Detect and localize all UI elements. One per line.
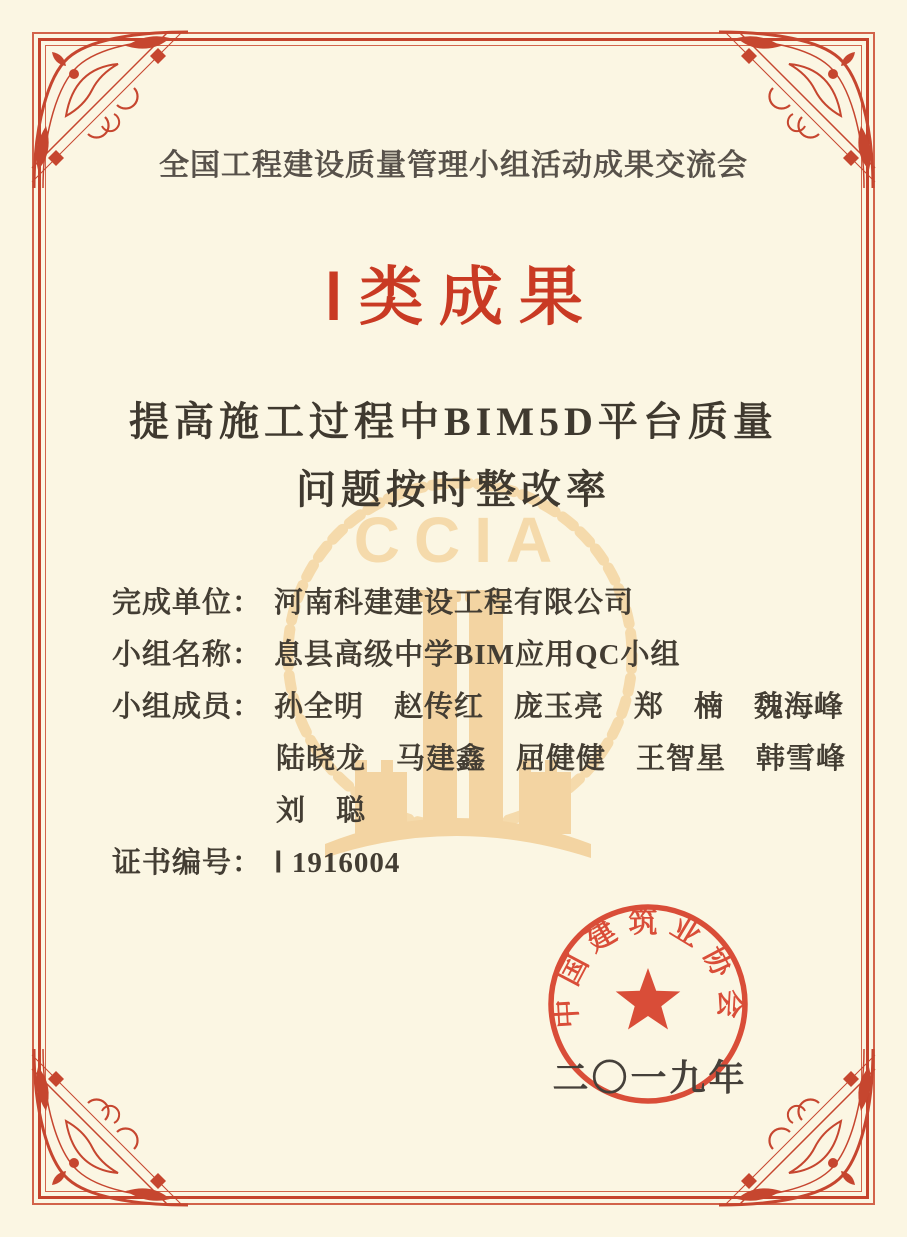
field-completing-unit — [112, 586, 847, 638]
members-row: 孙全明 赵传红 庞玉亮 郑 楠 魏海峰 — [274, 691, 845, 723]
field-value: Ⅰ 1916004 — [274, 847, 401, 879]
conference-title: 全国工程建设质量管理小组活动成果交流会 — [159, 149, 748, 182]
field-certificate-number — [112, 846, 847, 898]
field-label: 小组名称： — [112, 639, 263, 671]
watermark-text: CCIA — [353, 504, 567, 576]
issue-year: 二〇一九年 — [552, 1058, 748, 1098]
certificate-fields — [112, 586, 847, 898]
members-row: 刘 聪 — [276, 795, 367, 827]
field-team-members-continued — [112, 794, 847, 846]
field-team-name — [112, 638, 847, 690]
field-value: 息县高级中学BIM应用QC小组 — [274, 639, 681, 671]
field-team-members-continued — [112, 742, 847, 794]
field-label: 小组成员： — [112, 691, 263, 723]
project-title-line2: 问题按时整改率 — [296, 467, 611, 512]
field-team-members — [112, 690, 847, 742]
field-label: 完成单位： — [112, 587, 263, 619]
field-value: 河南科建建设工程有限公司 — [274, 587, 635, 619]
project-title-line1: 提高施工过程中BIM5D平台质量 — [129, 399, 778, 444]
award-class-title: Ⅰ类成果 — [324, 262, 599, 333]
star-icon — [616, 968, 681, 1030]
corner-flourish-icon — [22, 1047, 190, 1215]
seal-organization-text: 中国建筑业协会 — [550, 907, 746, 1030]
field-label: 证书编号： — [112, 847, 263, 879]
members-row: 陆晓龙 马建鑫 屈健健 王智星 韩雪峰 — [276, 743, 847, 775]
